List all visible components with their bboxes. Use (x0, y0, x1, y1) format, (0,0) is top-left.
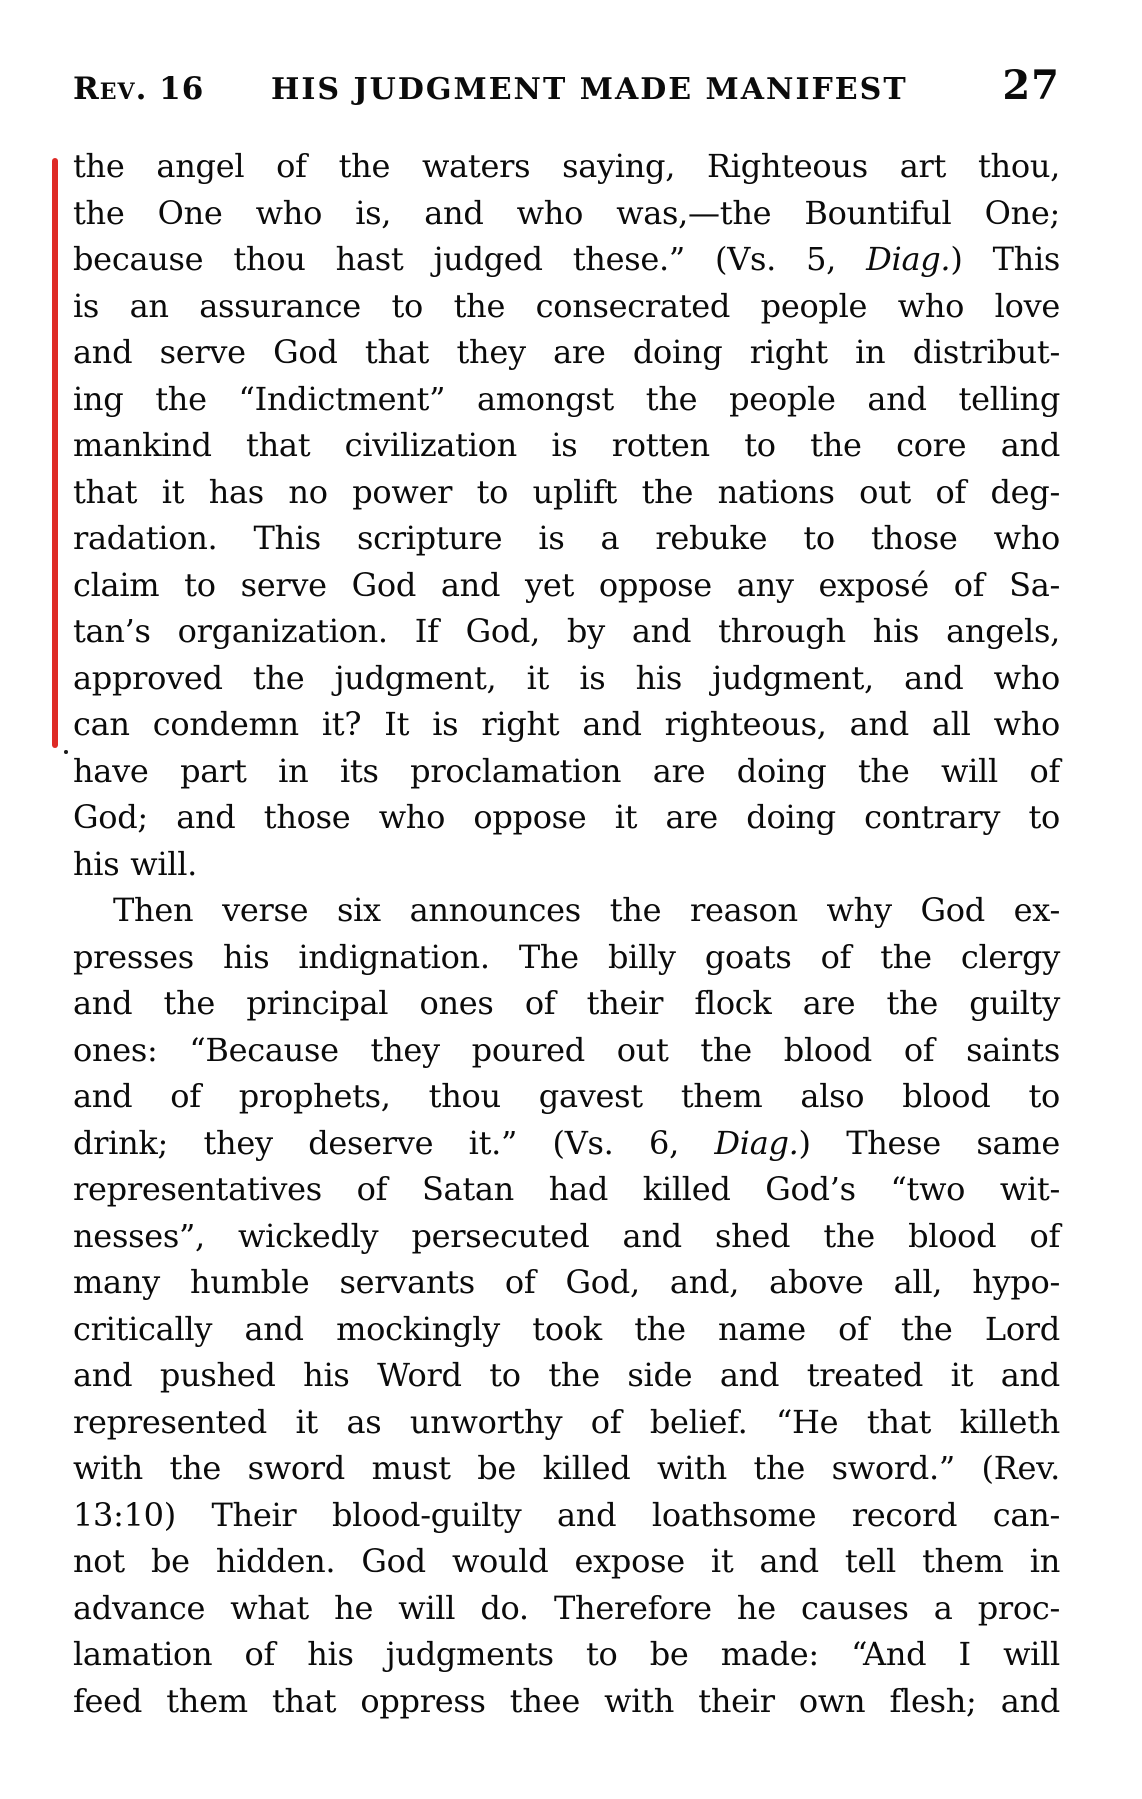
text-segment: claim to serve God and yet oppose any exposé of Sa- (73, 565, 1060, 604)
citation-italic: Diag. (866, 240, 951, 278)
text-segment: represented it as unworthy of belief. “He that killeth (73, 1402, 1060, 1441)
page-number: 27 (1002, 62, 1060, 109)
verse-reference: Rev. 16 (73, 71, 205, 107)
text-segment: his will. (73, 844, 198, 883)
text-line (73, 376, 1060, 423)
running-head (73, 62, 1060, 109)
text-segment: many humble servants of God, and, above all, hypo- (73, 1263, 1060, 1301)
text-segment: representatives of Satan had killed God’s “two wit- (73, 1170, 1060, 1208)
text-segment: and the principal ones of their flock are the guilty (73, 984, 1060, 1022)
text-segment: mankind that civilization is rotten to the core and (73, 426, 1060, 464)
text-line (73, 1259, 1060, 1306)
text-line (73, 1213, 1060, 1260)
text-line (73, 887, 1060, 934)
text-segment: feed them that oppress thee with their own flesh; and (73, 1681, 1060, 1720)
text-segment: and pushed his Word to the side and treated it and (73, 1356, 1060, 1394)
text-line (73, 1073, 1060, 1120)
text-segment: can condemn it? It is right and righteous, and all who (73, 705, 1060, 743)
text-line (73, 934, 1060, 981)
text-line (73, 608, 1060, 655)
page-header-title: HIS JUDGMENT MADE MANIFEST (271, 72, 908, 107)
ink-speck (64, 750, 68, 754)
text-segment: and of prophets, thou gavest them also blood to (73, 1077, 1060, 1115)
paragraph (73, 887, 1060, 1724)
text-segment: the One who is, and who was,—the Bountiful One; (73, 193, 1060, 232)
text-segment: and serve God that they are doing right in distribut- (73, 333, 1060, 371)
text-segment: ones: “Because they poured out the blood of saints (73, 1030, 1060, 1069)
text-line (73, 1631, 1060, 1678)
text-segment: with the sword must be killed with the sword.” (Rev. (73, 1449, 1060, 1487)
text-line (73, 236, 1060, 283)
margin-highlight-line (52, 158, 58, 748)
text-segment: tan’s organization. If God, by and through his angels, (73, 612, 1060, 650)
text-line (73, 1352, 1060, 1399)
text-line (73, 515, 1060, 562)
body-text (73, 143, 1060, 1724)
text-line (73, 794, 1060, 841)
text-segment: ing the “Indictment” amongst the people and telling (73, 379, 1060, 418)
text-segment: drink; they deserve it.” (Vs. 6, (73, 1123, 715, 1162)
text-segment: advance what he will do. Therefore he causes a proc- (73, 1588, 1060, 1627)
text-line (73, 1585, 1060, 1632)
text-line (73, 422, 1060, 469)
text-segment: the angel of the waters saying, Righteous art thou, (73, 147, 1060, 185)
text-segment: lamation of his judgments to be made: “And I will (73, 1635, 1060, 1673)
text-segment: Then verse six announces the reason why God ex- (113, 891, 1060, 929)
text-segment: is an assurance to the consecrated people who love (73, 286, 1060, 325)
text-line (73, 1399, 1060, 1446)
text-line (73, 655, 1060, 702)
text-line (73, 329, 1060, 376)
text-line (73, 1538, 1060, 1585)
text-line (73, 143, 1060, 190)
text-line (73, 190, 1060, 237)
text-line (73, 469, 1060, 516)
text-segment: God; and those who oppose it are doing contrary to (73, 798, 1060, 836)
text-segment: not be hidden. God would expose it and tell them in (73, 1542, 1060, 1580)
text-segment: presses his indignation. The billy goats of the clergy (73, 937, 1060, 976)
text-line (73, 1306, 1060, 1353)
text-segment: have part in its proclamation are doing the will of (73, 751, 1060, 790)
text-line (73, 1120, 1060, 1167)
paragraph (73, 143, 1060, 887)
text-segment: ) These same (798, 1123, 1060, 1162)
text-line (73, 748, 1060, 795)
text-line (73, 1678, 1060, 1725)
text-segment: critically and mockingly took the name of the Lord (73, 1309, 1060, 1348)
text-line (73, 562, 1060, 609)
text-line (73, 980, 1060, 1027)
text-line (73, 1492, 1060, 1539)
text-segment: nesses”, wickedly persecuted and shed the blood of (73, 1216, 1060, 1255)
text-line (73, 283, 1060, 330)
citation-italic: Diag. (714, 1123, 799, 1162)
text-line (73, 701, 1060, 748)
text-line (73, 1166, 1060, 1213)
text-segment: that it has no power to uplift the nations out of deg- (73, 472, 1060, 511)
text-line (73, 1027, 1060, 1074)
text-segment: approved the judgment, it is his judgment, and who (73, 658, 1060, 697)
text-line (73, 1445, 1060, 1492)
text-segment: ) This (950, 240, 1061, 278)
text-segment: because thou hast judged these.” (Vs. 5, (73, 240, 867, 278)
text-segment: 13:10) Their blood-guilty and loathsome record can- (73, 1495, 1060, 1534)
text-segment: radation. This scripture is a rebuke to those who (73, 519, 1060, 557)
text-line (73, 841, 1060, 888)
